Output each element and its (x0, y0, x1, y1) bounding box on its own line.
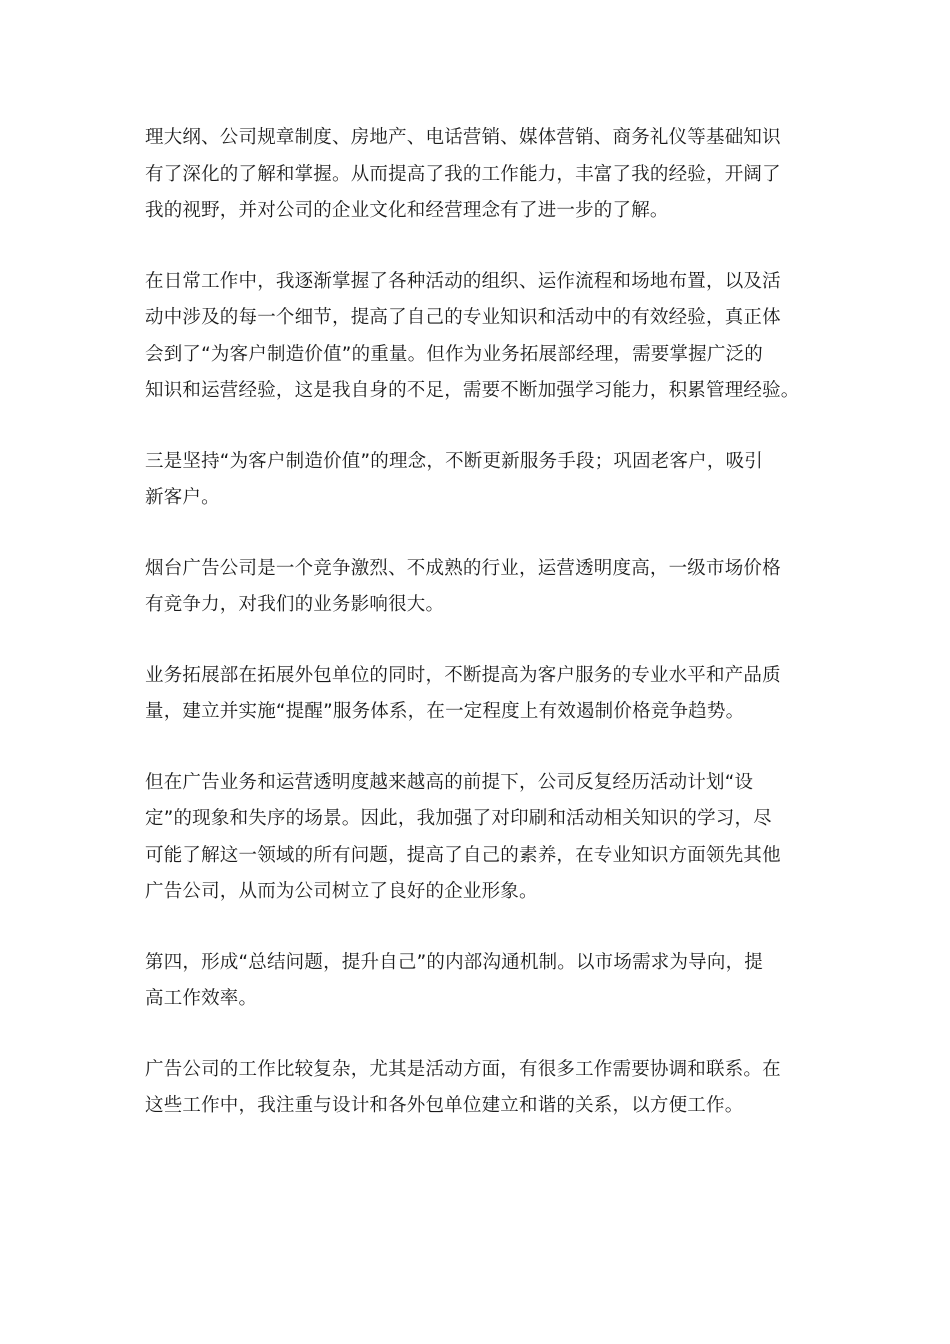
text-line: 定”的现象和失序的场景。因此，我加强了对印刷和活动相关知识的学习，尽 (145, 808, 772, 829)
paragraph-3 (145, 444, 805, 517)
text-line: 有了深化的了解和掌握。从而提高了我的工作能力，丰富了我的经验，开阔了 (145, 163, 781, 185)
text-line: 第四，形成“总结问题，提升自己”的内部沟通机制。以市场需求为导向，提 (145, 951, 763, 973)
text-line: 广告公司的工作比较复杂，尤其是活动方面，有很多工作需要协调和联系。在 (145, 1058, 781, 1080)
text-line: 但在广告业务和运营透明度越来越高的前提下，公司反复经历活动计划“设 (145, 771, 754, 793)
text-line: 知识和运营经验，这是我自身的不足，需要不断加强学习能力，积累管理经验。 (145, 380, 800, 401)
text-line: 业务拓展部在拓展外包单位的同时，不断提高为客户服务的专业水平和产品质 (145, 664, 781, 686)
text-line: 广告公司，从而为公司树立了良好的企业形象。 (145, 881, 538, 902)
text-line: 有竞争力，对我们的业务影响很大。 (145, 594, 445, 615)
text-line: 烟台广告公司是一个竞争激烈、不成熟的行业，运营透明度高，一级市场价格 (145, 557, 781, 579)
paragraph-1 (145, 120, 805, 230)
text-line: 新客户。 (145, 487, 220, 508)
text-line: 高工作效率。 (145, 988, 258, 1009)
paragraph-4 (145, 551, 805, 624)
text-line: 三是坚持“为客户制造价值”的理念，不断更新服务手段；巩固老客户，吸引 (145, 450, 763, 472)
text-line: 我的视野，并对公司的企业文化和经营理念有了进一步的了解。 (145, 200, 669, 221)
paragraph-8 (145, 1052, 805, 1125)
text-line: 量，建立并实施“提醒”服务体系，在一定程度上有效遏制价格竞争趋势。 (145, 701, 745, 722)
paragraph-2 (145, 264, 805, 410)
text-line: 会到了“为客户制造价值”的重量。但作为业务拓展部经理，需要掌握广泛的 (145, 343, 763, 365)
text-line: 动中涉及的每一个细节，提高了自己的专业知识和活动中的有效经验，真正体 (145, 307, 781, 328)
text-line: 这些工作中，我注重与设计和各外包单位建立和谐的关系，以方便工作。 (145, 1095, 744, 1116)
document-body (145, 120, 805, 1159)
paragraph-5 (145, 658, 805, 731)
text-line: 理大纲、公司规章制度、房地产、电话营销、媒体营销、商务礼仪等基础知识 (145, 127, 781, 148)
text-line: 可能了解这一领域的所有问题，提高了自己的素养，在专业知识方面领先其他 (145, 844, 781, 866)
paragraph-6 (145, 765, 805, 911)
text-line: 在日常工作中，我逐渐掌握了各种活动的组织、运作流程和场地布置，以及活 (145, 270, 781, 292)
paragraph-7 (145, 945, 805, 1018)
